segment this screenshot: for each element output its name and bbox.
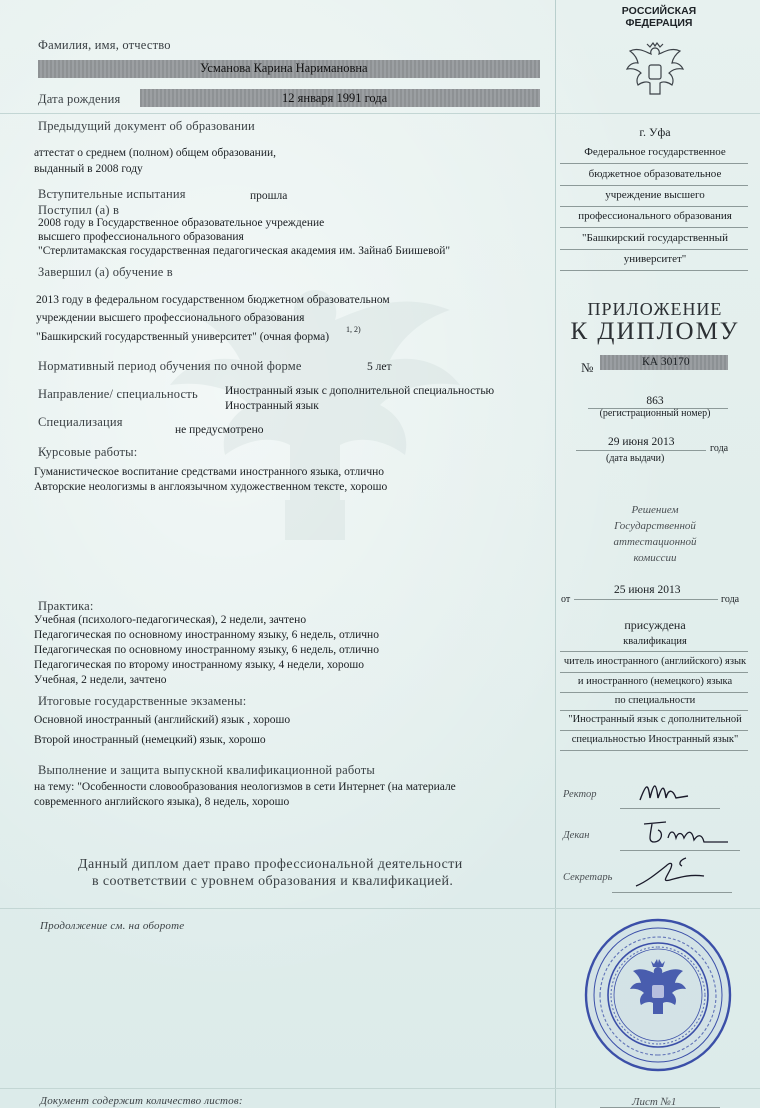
- direction-line: Иностранный язык с дополнительной специальностью: [225, 385, 495, 397]
- practice-item: Педагогическая по второму иностранному языку, 4 недели, хорошо: [34, 659, 364, 671]
- secretary-signature-icon: [626, 852, 710, 892]
- underline: [560, 672, 748, 673]
- enrolled-line: 2008 году в Государственное образовательное учреждение: [38, 217, 325, 229]
- title-line: ПРИЛОЖЕНИЕ: [587, 299, 723, 319]
- rights-line: Данный диплом дает право профессиональной деятельности: [78, 857, 463, 872]
- decision-date: 25 июня 2013: [614, 584, 681, 596]
- finished-line: 2013 году в федеральном государственном бюджетном образовательном: [36, 294, 390, 306]
- finished-footnote: 1, 2): [346, 325, 361, 334]
- exams-label: Итоговые государственные экзамены:: [38, 694, 247, 708]
- issue-date: 29 июня 2013: [608, 436, 675, 448]
- underline: [560, 750, 748, 751]
- decision-line: Решением: [631, 504, 679, 516]
- issue-suffix: года: [710, 443, 729, 454]
- rector-signature-icon: [636, 776, 692, 806]
- finished-label: Завершил (а) обучение в: [38, 265, 173, 279]
- underline: [560, 185, 748, 186]
- period-label: Нормативный период обучения по очной форме: [38, 359, 302, 373]
- underline: [612, 892, 732, 893]
- number-value: КА 30170: [642, 356, 690, 368]
- entrance-value: прошла: [250, 190, 288, 202]
- dean-signature-icon: [640, 816, 732, 850]
- country-line: ФЕДЕРАЦИЯ: [625, 17, 693, 29]
- decision-line: комиссии: [633, 552, 677, 564]
- practice-item: Учебная, 2 недели, зачтено: [34, 674, 167, 686]
- thesis-line: на тему: "Особенности словообразования неологизмов в сети Интернет (на материале: [34, 781, 456, 793]
- horizontal-band: [0, 113, 760, 114]
- underline: [560, 163, 748, 164]
- fio-label: Фамилия, имя, отчество: [38, 38, 171, 52]
- coat-of-arms-icon: [622, 38, 688, 104]
- thesis-line: современного английского языка), 8 недель, хорошо: [34, 796, 290, 808]
- title-line: К ДИПЛОМУ: [570, 318, 740, 345]
- underline: [620, 808, 720, 809]
- entrance-label: Вступительные испытания: [38, 187, 186, 201]
- coursework-item: Гуманистическое воспитание средствами иностранного языка, отлично: [34, 466, 385, 478]
- prev-doc-label: Предыдущий документ об образовании: [38, 119, 255, 133]
- org-line: университет": [623, 253, 687, 265]
- prev-doc-line: выданный в 2008 году: [34, 163, 143, 175]
- secretary-label: Секретарь: [563, 872, 613, 883]
- specialty-line: "Иностранный язык с дополнительной: [568, 714, 742, 725]
- specialty-label: по специальности: [614, 695, 696, 706]
- underline: [560, 651, 748, 652]
- dean-label: Декан: [563, 830, 590, 841]
- sheets-count-note: Документ содержит количество листов:: [40, 1095, 243, 1107]
- horizontal-band: [0, 908, 760, 909]
- underline: [560, 249, 748, 250]
- qualification-line: читель иностранного (английского) язык: [563, 656, 747, 667]
- reg-number: 863: [646, 395, 664, 407]
- dob-label: Дата рождения: [38, 92, 121, 106]
- underline: [560, 692, 748, 693]
- qualification-line: и иностранного (немецкого) языка: [577, 676, 733, 687]
- underline: [574, 599, 718, 600]
- prev-doc-line: аттестат о среднем (полном) общем образовании,: [34, 147, 277, 159]
- exam-item: Второй иностранный (немецкий) язык, хорошо: [34, 734, 266, 746]
- finished-line: учреждении высшего профессионального образования: [36, 312, 305, 324]
- specialization-value: не предусмотрено: [175, 424, 264, 436]
- number-sign: №: [581, 360, 594, 375]
- practice-item: Учебная (психолого-педагогическая), 2 недели, зачтено: [34, 614, 307, 626]
- underline: [560, 206, 748, 207]
- underline: [560, 710, 748, 711]
- horizontal-band: [0, 1088, 760, 1089]
- rights-line: в соответствии с уровнем образования и квалификацией.: [92, 874, 454, 889]
- qualification-label: квалификация: [623, 636, 687, 647]
- reg-caption: (регистрационный номер): [599, 408, 711, 419]
- enrolled-line: "Стерлитамакская государственная педагогическая академия им. Зайнаб Биишевой": [38, 245, 451, 257]
- official-seal-icon: [583, 917, 733, 1073]
- direction-label: Направление/ специальность: [38, 387, 198, 401]
- underline: [620, 850, 740, 851]
- org-line: "Башкирский государственный: [582, 232, 728, 244]
- country-line: РОССИЙСКАЯ: [621, 5, 697, 17]
- enrolled-label: Поступил (а) в: [38, 203, 120, 217]
- period-value: 5 лет: [367, 361, 392, 373]
- underline: [560, 227, 748, 228]
- org-line: Федеральное государственное: [584, 146, 726, 158]
- org-line: бюджетное образовательное: [588, 168, 722, 180]
- continued-note: Продолжение см. на обороте: [40, 920, 185, 932]
- org-line: профессионального образования: [578, 210, 732, 222]
- specialization-label: Специализация: [38, 415, 123, 429]
- dob-value: 12 января 1991 года: [282, 91, 388, 105]
- specialty-line: специальностью Иностранный язык": [571, 734, 739, 745]
- direction-line: Иностранный язык: [225, 400, 319, 412]
- underline: [560, 270, 748, 271]
- sheet-label: Лист №1: [632, 1096, 677, 1108]
- org-line: учреждение высшего: [605, 189, 705, 201]
- city: г. Уфа: [639, 125, 671, 139]
- column-divider: [555, 0, 556, 1108]
- decision-prefix: от: [561, 594, 571, 605]
- coursework-item: Авторские неологизмы в англоязычном художественном тексте, хорошо: [34, 481, 388, 493]
- awarded: присуждена: [624, 618, 686, 632]
- practice-label: Практика:: [38, 599, 94, 613]
- issue-caption: (дата выдачи): [606, 453, 665, 464]
- decision-line: аттестационной: [613, 536, 697, 548]
- rector-label: Ректор: [563, 789, 597, 800]
- country-heading: [558, 5, 760, 29]
- fio-value: Усманова Карина Наримановна: [200, 61, 368, 75]
- decision-line: Государственной: [614, 520, 696, 532]
- coursework-label: Курсовые работы:: [38, 445, 138, 459]
- decision-suffix: года: [721, 594, 740, 605]
- practice-item: Педагогическая по основному иностранному языку, 6 недель, отлично: [34, 629, 379, 641]
- exam-item: Основной иностранный (английский) язык , хорошо: [34, 714, 291, 726]
- underline: [560, 730, 748, 731]
- practice-item: Педагогическая по основному иностранному языку, 6 недель, отлично: [34, 644, 379, 656]
- finished-line: "Башкирский государственный университет" (очная форма): [36, 331, 330, 343]
- thesis-label: Выполнение и защита выпускной квалификационной работы: [38, 763, 375, 777]
- enrolled-line: высшего профессионального образования: [38, 231, 244, 243]
